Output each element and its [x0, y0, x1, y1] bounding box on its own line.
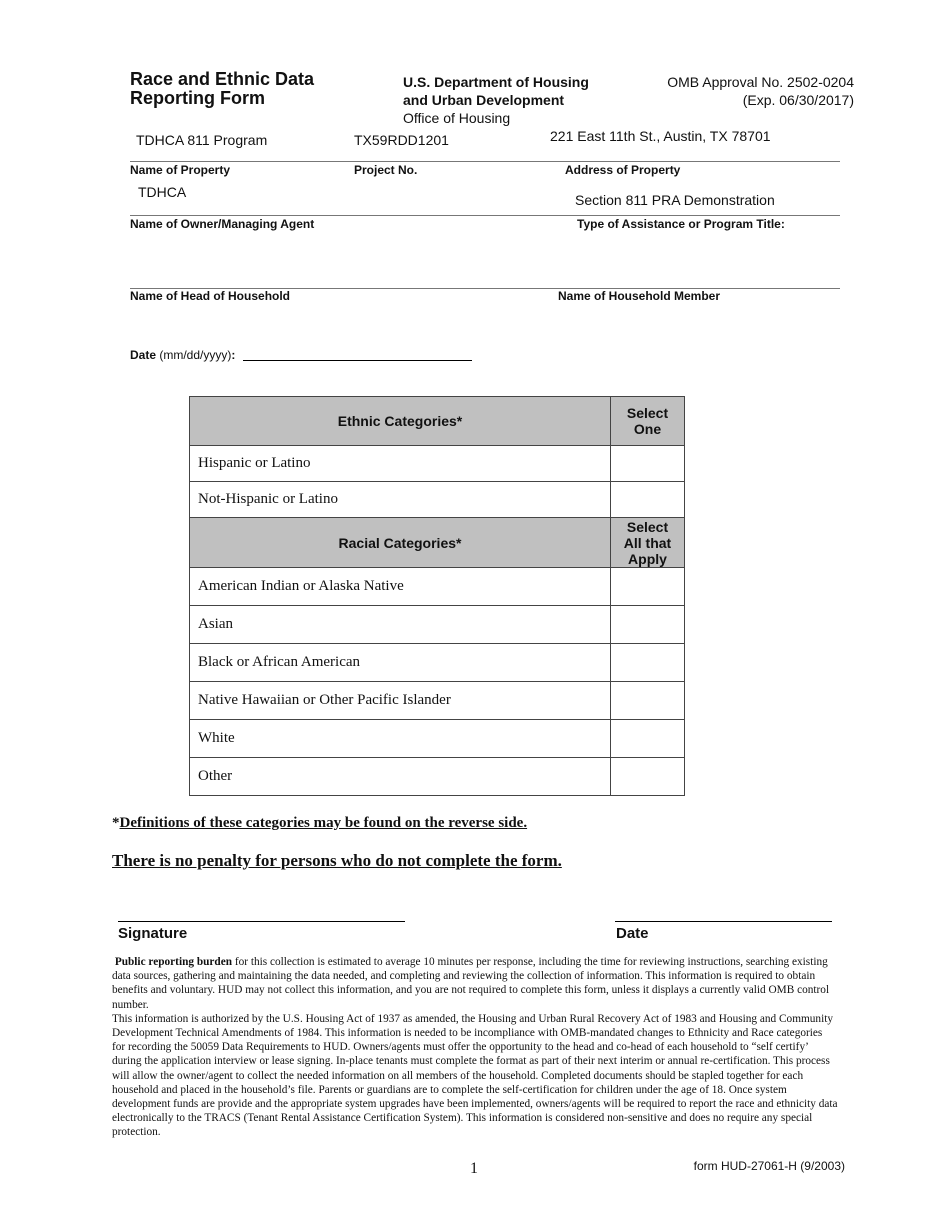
date-label — [130, 348, 235, 362]
agency-line1: U.S. Department of Housing — [403, 74, 589, 90]
project-no-label: Project No. — [354, 163, 418, 177]
property-name-label: Name of Property — [130, 163, 231, 177]
date-label-colon: : — [231, 348, 236, 362]
form-number: form HUD-27061-H (9/2003) — [693, 1159, 845, 1173]
omb-expiration: (Exp. 06/30/2017) — [742, 92, 854, 108]
agency-line2: and Urban Development — [403, 92, 565, 108]
signature-date-line[interactable] — [615, 921, 832, 922]
definitions-text: Definitions of these categories may be found on the reverse side. — [119, 815, 528, 831]
racial-item-label: Other — [190, 758, 611, 796]
racial-checkbox-white[interactable] — [611, 720, 685, 758]
omb-approval: OMB Approval No. 2502-0204 — [667, 74, 854, 90]
select-all-line3: Apply — [628, 550, 667, 567]
racial-checkbox-other[interactable] — [611, 758, 685, 796]
date-label-bold: Date — [130, 348, 157, 362]
table-row — [190, 758, 685, 796]
racial-item-label: White — [190, 720, 611, 758]
table-row — [190, 606, 685, 644]
property-address-label: Address of Property — [565, 163, 681, 177]
ethnic-header-row — [190, 397, 685, 446]
racial-item-label: Asian — [190, 606, 611, 644]
form-title-line2: Reporting Form — [130, 88, 265, 108]
head-of-household-label: Name of Head of Household — [130, 289, 291, 303]
owner-value[interactable]: TDHCA — [138, 184, 187, 200]
racial-header-row — [190, 518, 685, 568]
divider — [130, 215, 840, 216]
household-member-label: Name of Household Member — [558, 289, 721, 303]
burden-statement — [112, 955, 838, 1140]
table-row — [190, 720, 685, 758]
signature-line[interactable] — [118, 921, 405, 922]
burden-bold: Public reporting burden — [114, 956, 232, 968]
owner-label: Name of Owner/Managing Agent — [130, 217, 315, 231]
racial-checkbox-black[interactable] — [611, 644, 685, 682]
assistance-value[interactable]: Section 811 PRA Demonstration — [575, 192, 775, 208]
property-name-value[interactable]: TDHCA 811 Program — [136, 132, 268, 148]
page-number: 1 — [470, 1160, 478, 1177]
omb-block — [667, 73, 854, 109]
divider — [130, 161, 840, 162]
definitions-star: * — [112, 815, 120, 831]
racial-checkbox-asian[interactable] — [611, 606, 685, 644]
ethnic-checkbox-hispanic[interactable] — [611, 446, 685, 482]
select-all-line1: Select — [626, 518, 669, 535]
assistance-label: Type of Assistance or Program Title: — [577, 217, 785, 231]
ethnic-item-label: Not-Hispanic or Latino — [190, 482, 611, 518]
racial-item-label: American Indian or Alaska Native — [190, 568, 611, 606]
table-row — [190, 568, 685, 606]
project-no-value[interactable]: TX59RDD1201 — [354, 132, 449, 148]
date-label-format: (mm/dd/yyyy) — [156, 348, 232, 362]
ethnic-checkbox-not-hispanic[interactable] — [611, 482, 685, 518]
table-row — [190, 482, 685, 518]
table-row — [190, 446, 685, 482]
table-row — [190, 682, 685, 720]
burden-paragraph-1 — [112, 955, 838, 1012]
agency-block — [403, 73, 643, 127]
form-title-line1: Race and Ethnic Data — [130, 69, 315, 89]
select-all-line2: All that — [623, 534, 672, 551]
signature-date-label: Date — [616, 925, 649, 942]
select-one-line1: Select — [626, 405, 669, 421]
burden-paragraph-2: This information is authorized by the U.S. Housing Act of 1937 as amended, the Housing and Urban Rural Recovery Act of 1983 and Housing and Community Development Technical Amendments of 1984. This information is needed to be incompliance with OMB-mandated changes to Ethnicity and Race categories for recording the 50059 Data Requirements to HUD. Owners/agents must offer the opportunity to the head and co-head of each household to “self certify’ during the application interview or lease signing. In-place tenants must complete the format as part of their next interim or annual re-certification. This process will allow the owner/agent to collect the needed information on all members of the household. Completed documents should be stapled together for each household and placed in the household’s file. Parents or guardians are to complete the self-certification for children under the age of 18. Once system development funds are provide and the appropriate system upgrades have been implemented, owners/agents will be required to report the race and ethnicity data electronically to the TRACS (Tenant Rental Assistance Certification System). This information is considered non-sensitive and does no require any special protection. — [112, 1012, 838, 1139]
penalty-note: There is no penalty for persons who do not complete the form. — [112, 851, 562, 870]
form-title — [130, 70, 390, 108]
categories-table — [189, 396, 685, 796]
racial-checkbox-pacific-islander[interactable] — [611, 682, 685, 720]
ethnic-categories-header: Ethnic Categories* — [190, 397, 611, 446]
select-all-header — [611, 518, 685, 568]
select-one-header — [611, 397, 685, 446]
property-address-value[interactable]: 221 East 11th St., Austin, TX 78701 — [550, 128, 771, 144]
racial-item-label: Native Hawaiian or Other Pacific Islander — [190, 682, 611, 720]
agency-line3: Office of Housing — [403, 110, 511, 126]
burden-text-1: for this collection is estimated to average 10 minutes per response, including the time for reviewing instructions, searching existing data sources, gathering and maintaining the data needed, and completing and reviewing the collection of information. This information is required to obtain benefits and voluntary. HUD may not collect this information, and you are not required to complete this form, unless it displays a currently valid OMB control number. — [112, 956, 830, 1011]
table-row — [190, 644, 685, 682]
select-one-line2: One — [633, 421, 662, 437]
racial-item-label: Black or African American — [190, 644, 611, 682]
definitions-note — [112, 815, 527, 832]
signature-label: Signature — [118, 925, 188, 942]
racial-checkbox-american-indian[interactable] — [611, 568, 685, 606]
racial-categories-header: Racial Categories* — [190, 518, 611, 568]
date-input-line[interactable] — [243, 360, 472, 361]
ethnic-item-label: Hispanic or Latino — [190, 446, 611, 482]
